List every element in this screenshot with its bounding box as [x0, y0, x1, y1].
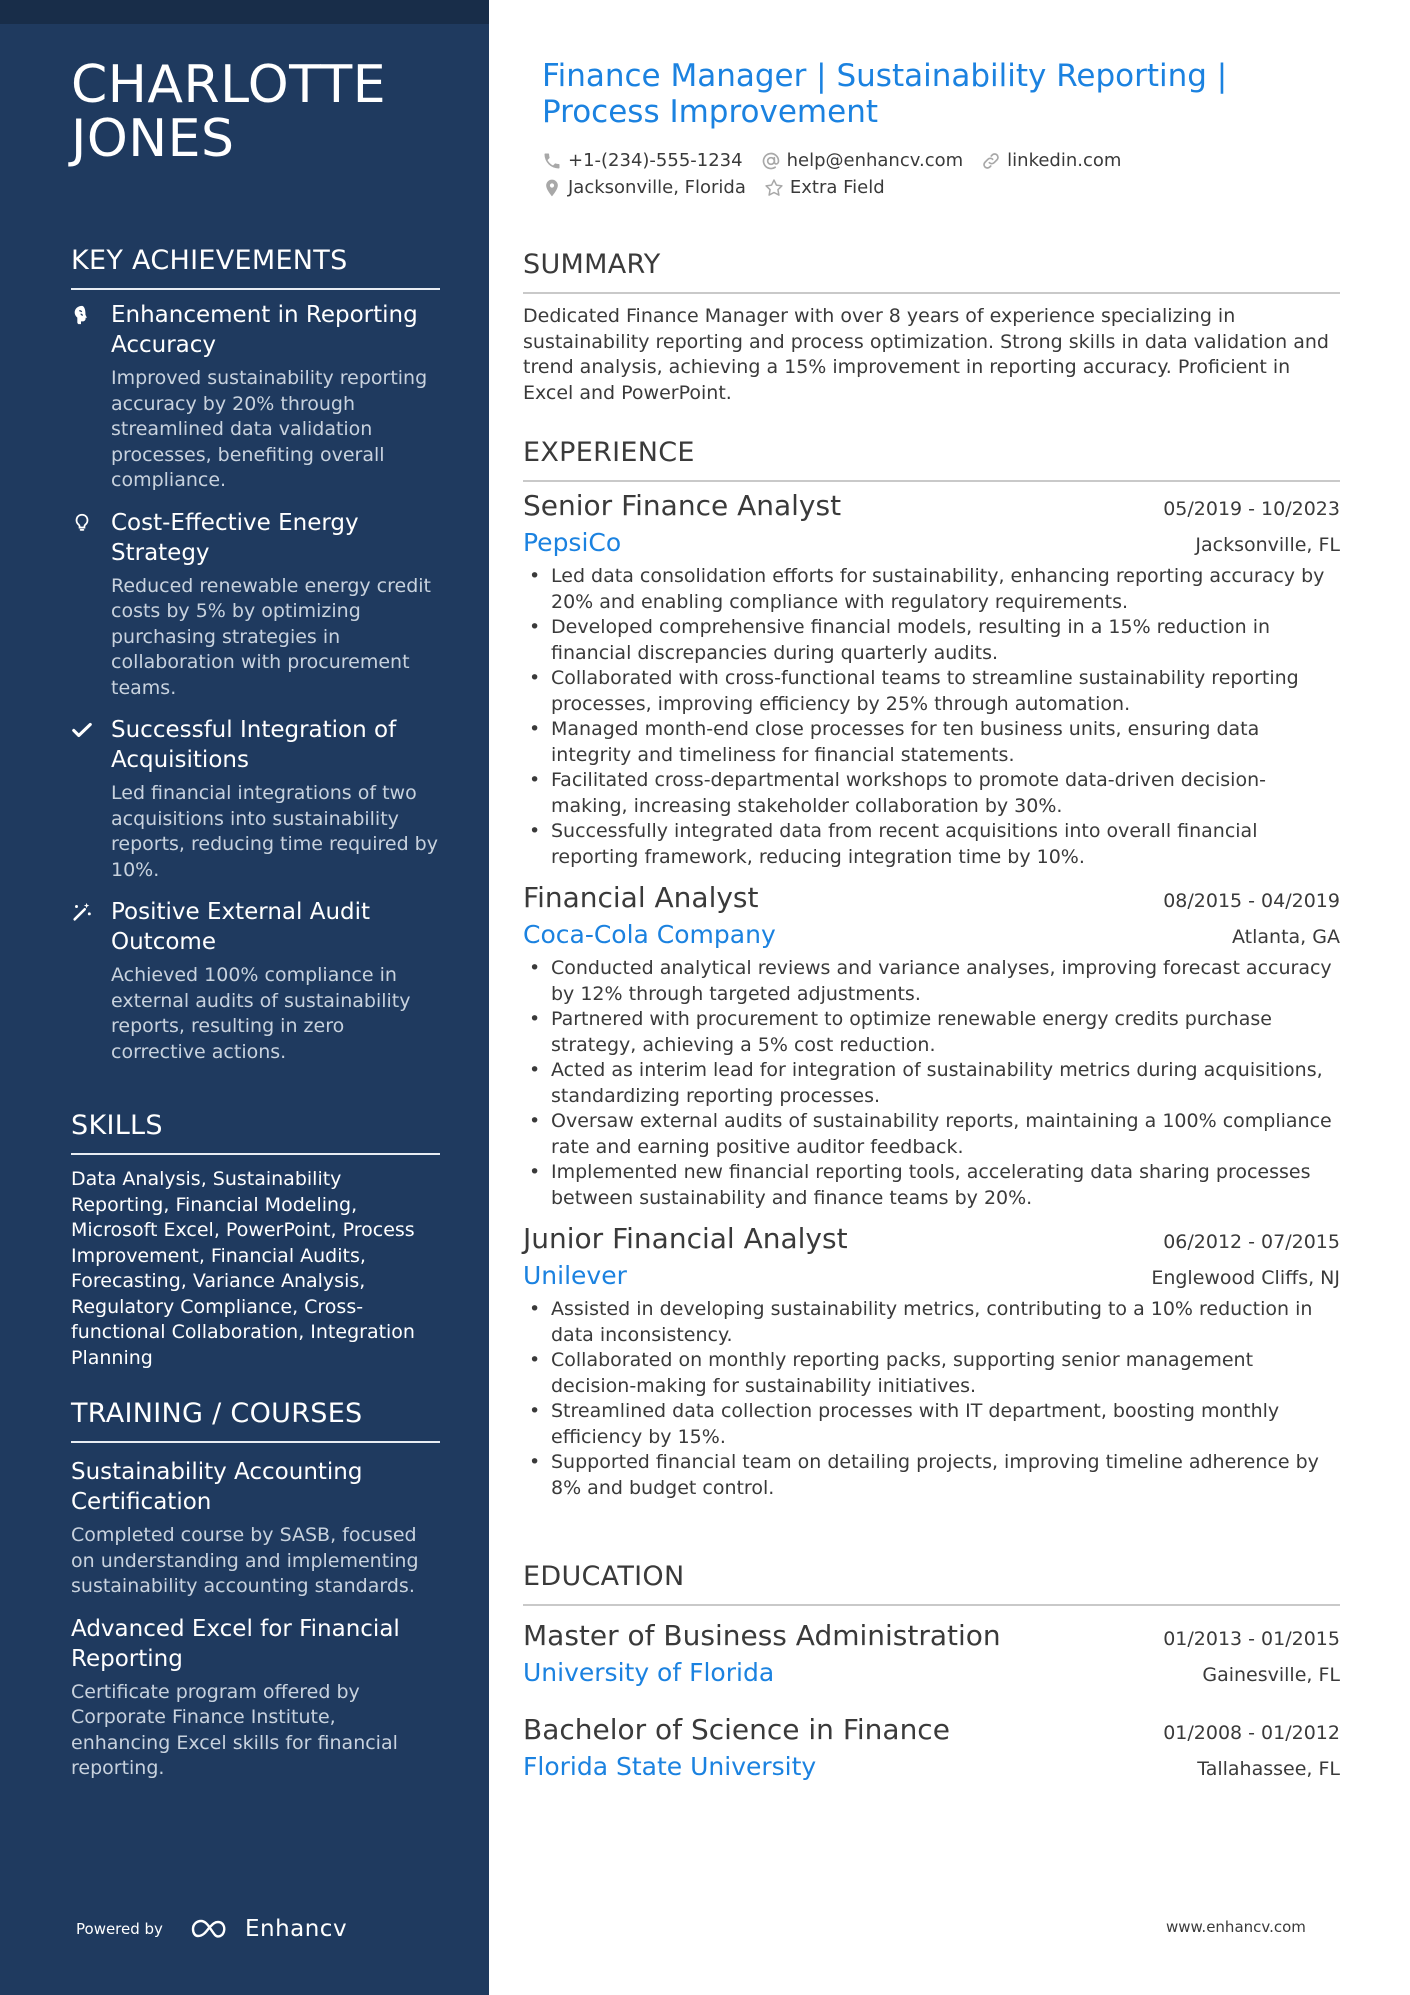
- achievement-desc: Achieved 100% compliance in external audits of sustainability reports, resulting in zero corrective actions.: [111, 964, 411, 1063]
- achievement-desc: Led financial integrations of two acquisitions into sustainability reports, reducing time required by 10%.: [111, 782, 438, 881]
- headline: Finance Manager | Sustainability Reporting | Process Improvement: [542, 58, 1228, 130]
- bullet-item: • Conducted analytical reviews and variance analyses, improving forecast accuracy by 12% through targeted adjustments.: [523, 956, 1340, 1007]
- school-name[interactable]: Florida State University: [523, 1752, 817, 1781]
- course-item: [71, 1457, 440, 1600]
- job-location: Atlanta, GA: [1232, 926, 1340, 948]
- course-title: Advanced Excel for Financial Reporting: [71, 1615, 400, 1672]
- bullet-item: • Supported financial team on detailing projects, improving timeline adherence by 8% and budget control.: [523, 1450, 1340, 1501]
- degree-title: Bachelor of Science in Finance: [523, 1713, 950, 1746]
- achievement-desc: Reduced renewable energy credit costs by 5% by optimizing purchasing strategies in collaboration with procurement teams.: [111, 574, 432, 699]
- school-location: Gainesville, FL: [1202, 1664, 1340, 1686]
- achievement-item: [71, 897, 440, 1065]
- education-dates: 01/2013 - 01/2015: [1163, 1628, 1340, 1650]
- achievement-title: Cost-Effective Energy Strategy: [111, 509, 359, 566]
- linkedin-text: linkedin.com: [1007, 150, 1122, 171]
- bullet-item: • Partnered with procurement to optimize renewable energy credits purchase strategy, achieving a 5% cost reduction.: [523, 1007, 1340, 1058]
- job-bullets: [523, 956, 1340, 1211]
- bullet-item: • Assisted in developing sustainability metrics, contributing to a 10% reduction in data inconsistency.: [523, 1297, 1340, 1348]
- skills-heading: SKILLS: [71, 1109, 440, 1155]
- link-icon: [981, 151, 1001, 171]
- bullet-item: • Managed month-end close processes for ten business units, ensuring data integrity and timeliness for financial statements.: [523, 717, 1340, 768]
- achievement-title: Enhancement in Reporting Accuracy: [111, 302, 418, 358]
- job-entry: [523, 1221, 1340, 1501]
- training-section: [71, 1397, 440, 1782]
- degree-title: Master of Business Administration: [523, 1619, 1001, 1652]
- job-bullets: [523, 1297, 1340, 1501]
- enhancv-logo-icon: [189, 1916, 235, 1942]
- course-title: Sustainability Accounting Certification: [71, 1459, 363, 1515]
- summary-heading: SUMMARY: [523, 248, 1340, 294]
- key-achievements-section: [71, 244, 440, 1065]
- bullet-item: • Collaborated on monthly reporting packs, supporting senior management decision-making for sustainability initiatives.: [523, 1348, 1340, 1399]
- job-dates: 06/2012 - 07/2015: [1163, 1231, 1340, 1253]
- at-sign-icon: [761, 151, 781, 171]
- job-company[interactable]: Coca-Cola Company: [523, 920, 776, 949]
- summary-section: [523, 248, 1340, 406]
- bullet-item: • Developed comprehensive financial models, resulting in a 15% reduction in financial discrepancies during quarterly audits.: [523, 615, 1340, 666]
- bullet-item: • Oversaw external audits of sustainability reports, maintaining a 100% compliance rate and earning positive auditor feedback.: [523, 1109, 1340, 1160]
- linkedin-contact[interactable]: [981, 150, 1121, 171]
- candidate-name: [71, 55, 451, 169]
- phone-text: +1-(234)-555-1234: [568, 150, 743, 171]
- job-title: Senior Finance Analyst: [523, 489, 842, 522]
- contact-row-1: [542, 150, 1139, 171]
- email-text: help@enhancv.com: [786, 150, 964, 171]
- bullet-item: • Acted as interim lead for integration of sustainability metrics during acquisitions, standardizing reporting processes.: [523, 1058, 1340, 1109]
- job-entry: [523, 488, 1340, 870]
- achievement-desc: Improved sustainability reporting accuracy by 20% through streamlined data validation processes, benefiting overall compliance.: [111, 367, 428, 491]
- website-link[interactable]: www.enhancv.com: [1166, 1918, 1306, 1936]
- achievement-item: [71, 300, 440, 494]
- email-contact[interactable]: [761, 150, 964, 171]
- bullet-item: • Successfully integrated data from recent acquisitions into overall financial reporting framework, reducing integration time by 10%.: [523, 819, 1340, 870]
- skills-list: Data Analysis, Sustainability Reporting, Financial Modeling, Microsoft Excel, PowerPoint, Process Improvement, Financial Audits, Forecasting, Variance Analysis, Regulatory Compliance, Cross-functional Collaboration, Integration Planning: [71, 1168, 415, 1369]
- achievement-title: Successful Integration of Acquisitions: [111, 717, 397, 773]
- summary-text: Dedicated Finance Manager with over 8 years of experience specializing in sustainability reporting and process optimization. Strong skills in data validation and trend analysis, achieving a 15% improvement in reporting accuracy. Proficient in Excel and PowerPoint.: [523, 305, 1329, 404]
- location-contact: [542, 177, 746, 198]
- education-section: [523, 1560, 1340, 1786]
- star-icon: [764, 178, 784, 198]
- job-title: Junior Financial Analyst: [523, 1222, 848, 1255]
- course-desc: Certificate program offered by Corporate Finance Institute, enhancing Excel skills for financial reporting.: [71, 1680, 398, 1779]
- experience-section: [523, 436, 1340, 1501]
- name-last: JONES: [71, 109, 235, 169]
- job-dates: 05/2019 - 10/2023: [1163, 498, 1340, 520]
- skills-section: [71, 1109, 440, 1371]
- education-entry: [523, 1618, 1340, 1692]
- checkmark-icon: [71, 719, 93, 741]
- powered-by-label: Powered by: [76, 1920, 163, 1938]
- bullet-item: • Led data consolidation efforts for sustainability, enhancing reporting accuracy by 20% and enabling compliance with regulatory requirements.: [523, 564, 1340, 615]
- lightbulb-icon: [71, 512, 93, 534]
- phone-icon: [542, 151, 562, 171]
- key-achievements-heading: KEY ACHIEVEMENTS: [71, 244, 440, 290]
- school-location: Tallahassee, FL: [1197, 1758, 1340, 1780]
- bullet-item: • Implemented new financial reporting tools, accelerating data sharing processes between sustainability and finance teams by 20%.: [523, 1160, 1340, 1211]
- job-entry: [523, 880, 1340, 1211]
- job-dates: 08/2015 - 04/2019: [1163, 890, 1340, 912]
- enhancv-brand: Enhancv: [244, 1916, 348, 1942]
- brain-icon: [71, 304, 93, 326]
- job-title: Financial Analyst: [523, 881, 759, 914]
- job-bullets: [523, 564, 1340, 870]
- achievement-item: [71, 715, 440, 883]
- phone-contact[interactable]: [542, 150, 743, 171]
- education-dates: 01/2008 - 01/2012: [1163, 1722, 1340, 1744]
- school-name[interactable]: University of Florida: [523, 1658, 775, 1687]
- bullet-item: • Facilitated cross-departmental workshops to promote data-driven decision-making, increasing stakeholder collaboration by 30%.: [523, 768, 1340, 819]
- course-item: [71, 1614, 440, 1782]
- extra-field-contact: [764, 177, 885, 198]
- course-desc: Completed course by SASB, focused on understanding and implementing sustainability accounting standards.: [71, 1524, 419, 1597]
- location-pin-icon: [542, 178, 562, 198]
- sidebar-top-band: [0, 0, 489, 24]
- training-heading: TRAINING / COURSES: [71, 1397, 440, 1443]
- extra-field-text: Extra Field: [789, 177, 885, 198]
- job-company[interactable]: Unilever: [523, 1261, 627, 1290]
- name-first: CHARLOTTE: [71, 55, 387, 115]
- job-location: Jacksonville, FL: [1195, 534, 1340, 556]
- achievement-item: [71, 508, 440, 702]
- bullet-item: • Collaborated with cross-functional teams to streamline sustainability reporting processes, improving efficiency by 25% through automation.: [523, 666, 1340, 717]
- job-location: Englewood Cliffs, NJ: [1151, 1267, 1340, 1289]
- bullet-item: • Streamlined data collection processes with IT department, boosting monthly efficiency by 15%.: [523, 1399, 1340, 1450]
- education-heading: EDUCATION: [523, 1560, 1340, 1606]
- main-content: [523, 0, 1340, 1995]
- experience-heading: EXPERIENCE: [523, 436, 1340, 482]
- contact-row-2: [542, 177, 903, 198]
- job-company[interactable]: PepsiCo: [523, 528, 622, 557]
- magic-wand-icon: [71, 901, 93, 923]
- achievement-title: Positive External Audit Outcome: [111, 899, 371, 955]
- powered-by[interactable]: [76, 1916, 347, 1942]
- sidebar: [0, 0, 489, 1995]
- education-entry: [523, 1712, 1340, 1786]
- location-text: Jacksonville, Florida: [568, 177, 746, 198]
